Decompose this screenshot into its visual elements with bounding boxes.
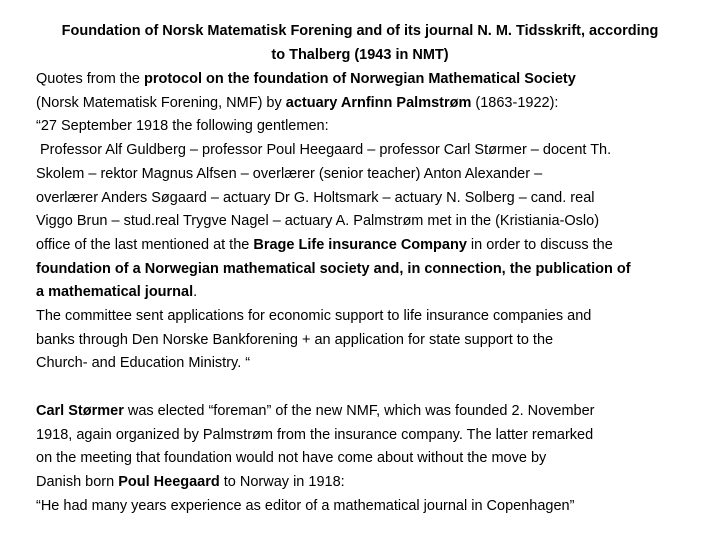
text-line: foundation of a Norwegian mathematical society and, in connection, the publication of [36, 260, 631, 277]
text-line [36, 281, 696, 305]
title-line-1: Foundation of Norsk Matematisk Forening and of its journal N. M. Tidsskrift, according [61, 23, 659, 39]
text-line [36, 92, 696, 116]
emphasis-run: protocol on the foundation of Norwegian Mathematical Society [144, 71, 576, 87]
text-line: The committee sent applications for economic support to life insurance companies and [36, 308, 592, 325]
text-run: (1863-1922): [471, 94, 559, 111]
text-line: Professor Alf Guldberg – professor Poul Heegaard – professor Carl Størmer – docent Th. [40, 142, 612, 159]
text-line: “He had many years experience as editor of a mathematical journal in Copenhagen” [36, 497, 575, 514]
text-line: Skolem – rektor Magnus Alfsen – overlærer (senior teacher) Anton Alexander – [36, 165, 543, 182]
emphasis-run: Carl Størmer [36, 403, 124, 419]
text-line: Viggo Brun – stud.real Trygve Nagel – actuary A. Palmstrøm met in the (Kristiania-Oslo) [36, 213, 600, 230]
text-run: was elected “foreman” of the new NMF, which was founded 2. November [123, 403, 595, 419]
text-line [36, 234, 696, 258]
text-run: to Norway in 1918: [219, 474, 345, 491]
text-line [36, 400, 696, 424]
text-line: banks through Den Norske Bankforening + an application for state support to the [36, 331, 554, 348]
text-line [36, 68, 696, 92]
emphasis-run: Poul Heegaard [118, 474, 220, 491]
title-line-2: to Thalberg (1943 in NMT) [271, 46, 449, 63]
text-run: Danish born [36, 474, 119, 491]
page-title [30, 20, 690, 67]
text-line [36, 471, 696, 495]
text-run: in order to discuss the [466, 236, 613, 253]
emphasis-run: a mathematical journal [36, 284, 194, 301]
text-line: Church- and Education Ministry. “ [36, 355, 251, 372]
protocol-quote-paragraph [36, 68, 696, 376]
text-line: overlærer Anders Søgaard – actuary Dr G. Holtsmark – actuary N. Solberg – cand. real [36, 189, 595, 206]
emphasis-run: actuary Arnfinn Palmstrøm [285, 94, 472, 111]
stormer-paragraph [36, 400, 696, 519]
text-run: office of the last mentioned at the [36, 236, 254, 253]
text-line: “27 September 1918 the following gentlemen: [36, 118, 329, 135]
emphasis-run: Brage Life insurance Company [253, 236, 467, 253]
text-line: on the meeting that foundation would not have come about without the move by [36, 450, 547, 467]
text-line: 1918, again organized by Palmstrøm from the insurance company. The latter remarked [36, 426, 594, 443]
text-run: (Norsk Matematisk Forening, NMF) by [36, 94, 286, 111]
text-run: Quotes from the [36, 71, 144, 87]
text-run: . [193, 284, 198, 301]
